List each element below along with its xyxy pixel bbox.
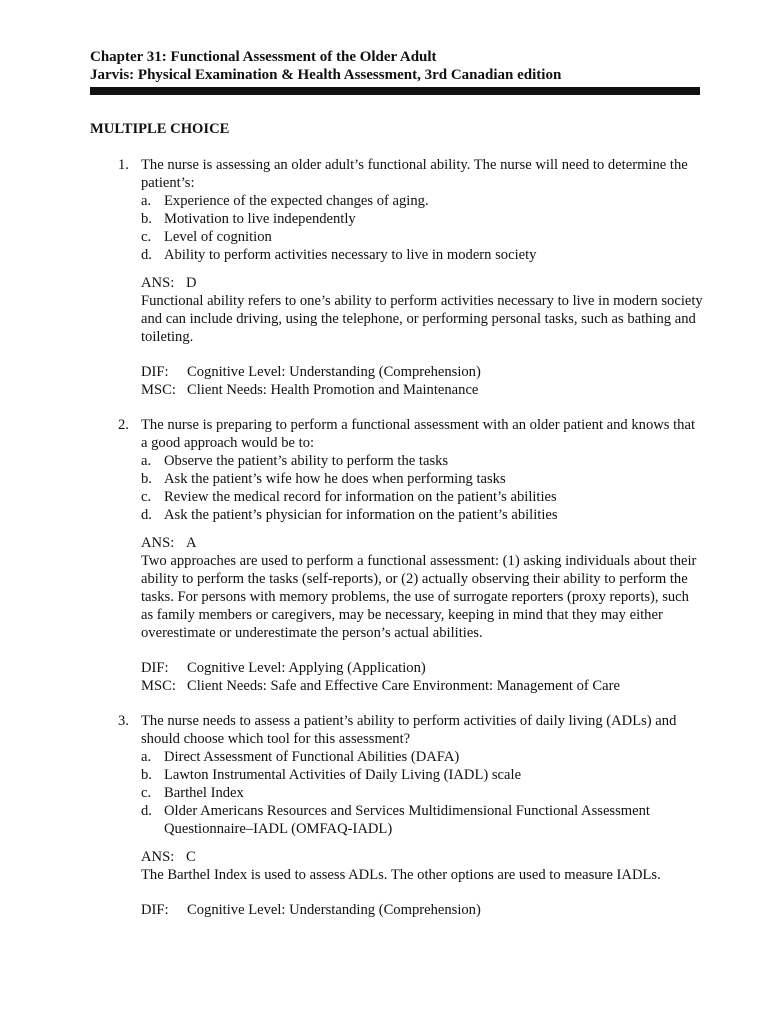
option-letter: c. xyxy=(141,229,152,245)
option-text: Observe the patient’s ability to perform the tasks xyxy=(164,453,449,469)
question-3 xyxy=(118,712,703,919)
answer-value: A xyxy=(186,535,197,551)
msc-row xyxy=(141,677,703,695)
book-title: Jarvis: Physical Examination & Health Assessment, 3rd Canadian edition xyxy=(90,67,562,83)
question-number: 1. xyxy=(118,157,129,173)
question-stem xyxy=(118,416,703,452)
answer-label: ANS: xyxy=(141,275,175,291)
answer-value: D xyxy=(186,275,197,291)
question-2 xyxy=(118,416,703,695)
rationale: The Barthel Index is used to assess ADLs. The other options are used to measure IADLs. xyxy=(141,867,661,883)
dif-value: Cognitive Level: Understanding (Comprehension) xyxy=(187,364,481,380)
answer-label: ANS: xyxy=(141,535,175,551)
option-letter: d. xyxy=(141,507,152,523)
difficulty-row xyxy=(141,659,703,677)
option-c xyxy=(118,228,703,246)
answer-line xyxy=(118,274,703,292)
dif-label: DIF: xyxy=(141,902,169,918)
option-text: Lawton Instrumental Activities of Daily Living (IADL) scale xyxy=(164,767,522,783)
option-text: Review the medical record for information on the patient’s abilities xyxy=(164,489,557,505)
option-letter: d. xyxy=(141,803,152,819)
msc-value: Client Needs: Safe and Effective Care Environment: Management of Care xyxy=(187,678,620,694)
question-stem xyxy=(118,156,703,192)
document-header xyxy=(90,48,700,95)
option-b xyxy=(118,470,703,488)
option-d xyxy=(118,802,703,838)
chapter-title: Chapter 31: Functional Assessment of the Older Adult xyxy=(90,49,437,65)
question-stem xyxy=(118,712,703,748)
answer-value: C xyxy=(186,849,196,865)
question-text: The nurse needs to assess a patient’s ability to perform activities of daily living (ADLs) and should choose which tool for this assessment? xyxy=(141,713,677,747)
answer-line xyxy=(118,848,703,866)
answer-label: ANS: xyxy=(141,849,175,865)
option-letter: c. xyxy=(141,489,152,505)
question-text: The nurse is assessing an older adult’s functional ability. The nurse will need to determine the patient’s: xyxy=(141,157,688,191)
option-c xyxy=(118,784,703,802)
option-text: Older Americans Resources and Services Multidimensional Functional Assessment Questionnaire–IADL (OMFAQ-IADL) xyxy=(164,803,650,837)
difficulty-row xyxy=(141,901,703,919)
option-letter: b. xyxy=(141,767,152,783)
question-1 xyxy=(118,156,703,399)
option-letter: a. xyxy=(141,749,152,765)
rationale: Functional ability refers to one’s ability to perform activities necessary to live in modern society and can include driving, using the telephone, or performing personal tasks, such as bathing and toileting. xyxy=(141,293,703,345)
section-title: MULTIPLE CHOICE xyxy=(90,121,230,137)
dif-value: Cognitive Level: Understanding (Comprehension) xyxy=(187,902,481,918)
option-a xyxy=(118,192,703,210)
option-letter: d. xyxy=(141,247,152,263)
question-number: 3. xyxy=(118,713,129,729)
question-text: The nurse is preparing to perform a functional assessment with an older patient and knows that a good approach would be to: xyxy=(141,417,696,451)
option-b xyxy=(118,766,703,784)
rationale: Two approaches are used to perform a functional assessment: (1) asking individuals about their ability to perform the tasks (self-reports), or (2) actually observing their ability to perform the tasks. For persons with memory problems, the use of surrogate reporters (proxy reports), such as family members or caregivers, may be necessary, keeping in mind that they may either overestimate or underestimate the person’s actual abilities. xyxy=(141,553,697,641)
question-number: 2. xyxy=(118,417,129,433)
option-text: Ask the patient’s wife how he does when performing tasks xyxy=(164,471,506,487)
option-text: Level of cognition xyxy=(164,229,272,245)
msc-label: MSC: xyxy=(141,678,176,694)
option-text: Experience of the expected changes of aging. xyxy=(164,193,429,209)
header-rule xyxy=(90,87,700,95)
dif-value: Cognitive Level: Applying (Application) xyxy=(187,660,426,676)
option-text: Ability to perform activities necessary to live in modern society xyxy=(164,247,537,263)
metadata xyxy=(118,659,703,695)
option-letter: a. xyxy=(141,193,152,209)
metadata xyxy=(118,363,703,399)
option-d xyxy=(118,246,703,264)
option-letter: b. xyxy=(141,471,152,487)
dif-label: DIF: xyxy=(141,364,169,380)
msc-row xyxy=(141,381,703,399)
option-text: Motivation to live independently xyxy=(164,211,356,227)
option-a xyxy=(118,452,703,470)
option-c xyxy=(118,488,703,506)
dif-label: DIF: xyxy=(141,660,169,676)
metadata xyxy=(118,901,703,919)
option-b xyxy=(118,210,703,228)
option-text: Barthel Index xyxy=(164,785,244,801)
answer-line xyxy=(118,534,703,552)
option-letter: a. xyxy=(141,453,152,469)
option-letter: b. xyxy=(141,211,152,227)
msc-value: Client Needs: Health Promotion and Maintenance xyxy=(187,382,479,398)
difficulty-row xyxy=(141,363,703,381)
option-d xyxy=(118,506,703,524)
msc-label: MSC: xyxy=(141,382,176,398)
option-letter: c. xyxy=(141,785,152,801)
option-text: Direct Assessment of Functional Abilities (DAFA) xyxy=(164,749,460,765)
option-a xyxy=(118,748,703,766)
option-text: Ask the patient’s physician for information on the patient’s abilities xyxy=(164,507,558,523)
